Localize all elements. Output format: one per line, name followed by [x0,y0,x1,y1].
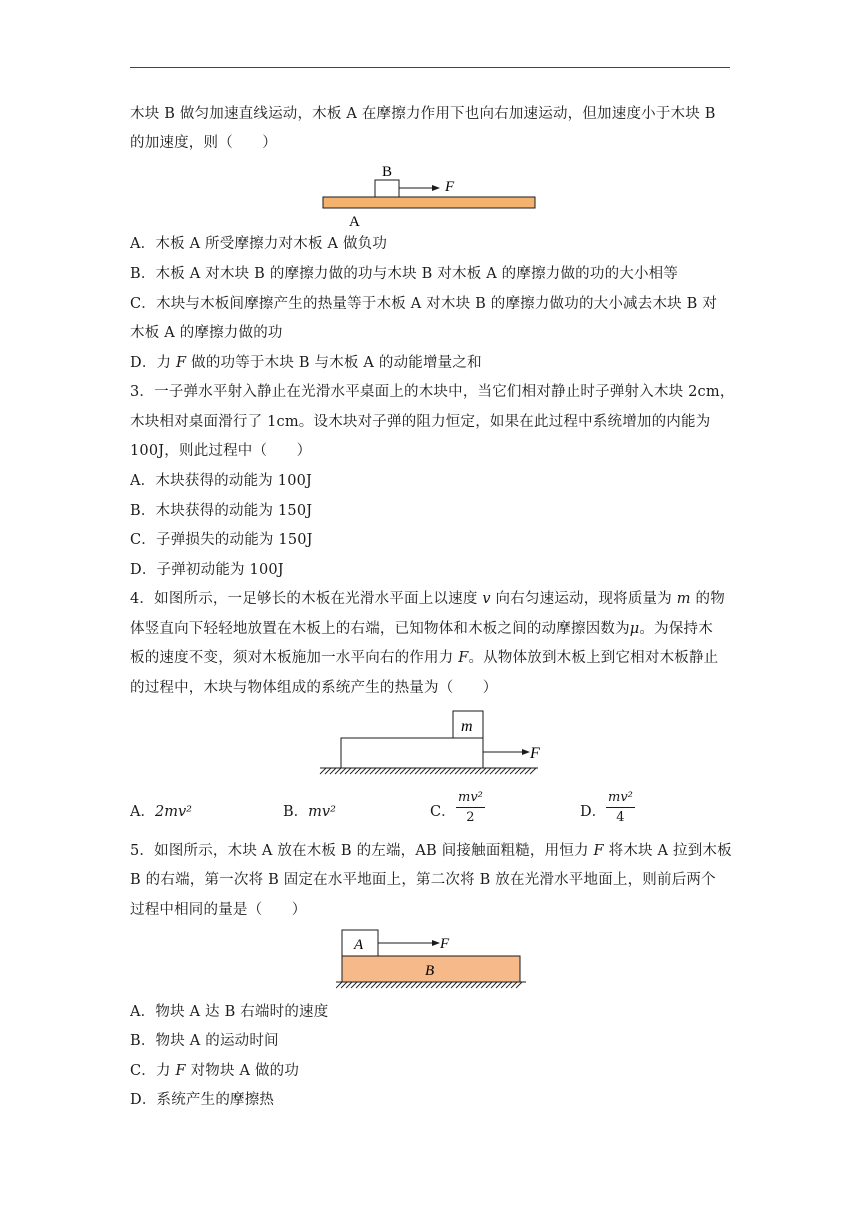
q2-figure [318,160,543,232]
q3-option-c: C．子弹损失的动能为 150J [130,532,313,548]
q4-stem-line-2: 体竖直向下轻轻地放置在木板上的右端，已知物体和木板之间的动摩擦因数为μ。为保持木 [130,621,713,637]
q5-stem-line-3: 过程中相同的量是（ ） [130,902,307,918]
hatch-mark [416,982,422,988]
hatch-mark [335,768,341,774]
hatch-mark [325,768,331,774]
q2-block-b [375,180,399,197]
q2-option-c-line-2: 木板 A 的摩擦力做的功 [130,325,283,341]
q4-label-f: F [530,745,540,762]
hatch-mark [471,982,477,988]
q5-stem-line-1: 5．如图所示，木块 A 放在木板 B 的左端，AB 间接触面粗糙，用恒力 F 将木块 A 拉到木板 [130,843,732,859]
hatch-mark [340,768,346,774]
hatch-mark [435,768,441,774]
q4-label-m: m [461,718,473,735]
hatch-mark [480,768,486,774]
hatch-mark [445,768,451,774]
hatch-mark [450,768,456,774]
hatch-mark [430,768,436,774]
hatch-mark [415,768,421,774]
q4-option-c-label: C． [430,804,456,820]
q2-option-c-line-1: C．木块与木板间摩擦产生的热量等于木板 A 对木块 B 的摩擦力做功的大小减去木块 B 对 [130,296,718,312]
q2-option-b: B．木板 A 对木块 B 的摩擦力做的功与木块 B 对木板 A 的摩擦力做的功的大小相等 [130,266,679,282]
hatch-mark [365,768,371,774]
hatch-mark [395,768,401,774]
q3-option-d: D．子弹初动能为 100J [130,562,284,578]
q4-ground-hatch [320,768,536,774]
hatch-mark [345,768,351,774]
q5-ground-hatch [336,982,522,988]
hatch-mark [426,982,432,988]
hatch-mark [421,982,427,988]
hatch-mark [411,982,417,988]
q5-option-a: A．物块 A 达 B 右端时的速度 [130,1004,329,1020]
hatch-mark [356,982,362,988]
q2-label-a: A [349,214,360,230]
hatch-mark [375,768,381,774]
hatch-mark [441,982,447,988]
q5-option-d: D．系统产生的摩擦热 [130,1092,275,1108]
hatch-mark [406,982,412,988]
hatch-mark [515,768,521,774]
hatch-mark [425,768,431,774]
q3-stem-line-1: 3．一子弹水平射入静止在光滑水平桌面上的木块中，当它们相对静止时子弹射入木块 2cm， [130,384,735,400]
q5-option-c: C．力 F 对物块 A 做的功 [130,1063,300,1079]
hatch-mark [511,982,517,988]
q5-figure [336,926,532,992]
hatch-mark [361,982,367,988]
hatch-mark [496,982,502,988]
hatch-mark [351,982,357,988]
q4-stem-line-4: 的过程中，木块与物体组成的系统产生的热量为（ ） [130,680,498,696]
hatch-mark [510,768,516,774]
header-rule [130,67,730,68]
hatch-mark [455,768,461,774]
hatch-mark [476,982,482,988]
q2-board-a [323,197,535,208]
hatch-mark [460,768,466,774]
hatch-mark [431,982,437,988]
q5-label-a: A [354,937,364,953]
hatch-mark [320,768,326,774]
hatch-mark [520,768,526,774]
q4-stem-line-1: 4．如图所示，一足够长的木板在光滑水平面上以速度 v 向右匀速运动，现将质量为 m 的物 [130,591,725,607]
hatch-mark [530,768,536,774]
hatch-mark [341,982,347,988]
hatch-mark [500,768,506,774]
hatch-mark [396,982,402,988]
hatch-mark [490,768,496,774]
q2-option-a: A．木板 A 所受摩擦力对木板 A 做负功 [130,236,388,252]
hatch-mark [505,768,511,774]
hatch-mark [486,982,492,988]
hatch-mark [366,982,372,988]
hatch-mark [380,768,386,774]
q4-option-d-label: D． [580,804,607,820]
q5-label-f: F [440,936,450,952]
hatch-mark [501,982,507,988]
q4-option-d-fraction: mv² 4 [608,790,633,825]
hatch-mark [346,982,352,988]
q2-stem-line-1: 木块 B 做匀加速直线运动，木板 A 在摩擦力作用下也向右加速运动，但加速度小于木块 B [130,106,716,122]
hatch-mark [470,768,476,774]
hatch-mark [330,768,336,774]
hatch-mark [440,768,446,774]
hatch-mark [475,768,481,774]
q4-figure [316,708,548,776]
hatch-mark [481,982,487,988]
hatch-mark [390,768,396,774]
hatch-mark [456,982,462,988]
q4-board [341,738,483,768]
hatch-mark [386,982,392,988]
hatch-mark [355,768,361,774]
hatch-mark [391,982,397,988]
hatch-mark [370,768,376,774]
hatch-mark [485,768,491,774]
hatch-mark [446,982,452,988]
hatch-mark [360,768,366,774]
hatch-mark [465,768,471,774]
hatch-mark [516,982,522,988]
hatch-mark [405,768,411,774]
q3-option-b: B．木块获得的动能为 150J [130,503,313,519]
q4-option-b: B．mv² [283,804,336,820]
q3-stem-line-3: 100J，则此过程中（ ） [130,443,312,459]
q2-label-f: F [445,179,455,195]
hatch-mark [376,982,382,988]
hatch-mark [451,982,457,988]
hatch-mark [436,982,442,988]
hatch-mark [466,982,472,988]
hatch-mark [401,982,407,988]
hatch-mark [350,768,356,774]
hatch-mark [385,768,391,774]
q3-stem-line-2: 木块相对桌面滑行了 1cm。设木块对子弹的阻力恒定，如果在此过程中系统增加的内能为 [130,414,711,430]
hatch-mark [420,768,426,774]
hatch-mark [371,982,377,988]
hatch-mark [381,982,387,988]
q2-label-b: B [382,164,393,180]
hatch-mark [491,982,497,988]
q4-option-a: A．2mv² [130,804,192,820]
hatch-mark [461,982,467,988]
hatch-mark [525,768,531,774]
q5-stem-line-2: B 的右端，第一次将 B 固定在水平地面上，第二次将 B 放在光滑水平地面上，则前后两个 [130,872,716,888]
q4-option-c-fraction: mv² 2 [458,790,483,825]
q5-label-b: B [425,963,435,979]
hatch-mark [506,982,512,988]
q3-option-a: A．木块获得的动能为 100J [130,473,313,489]
hatch-mark [495,768,501,774]
q2-stem-line-2: 的加速度，则（ ） [130,135,277,151]
hatch-mark [336,982,342,988]
q5-option-b: B．物块 A 的运动时间 [130,1033,279,1049]
hatch-mark [410,768,416,774]
q4-stem-line-3: 板的速度不变，须对木板施加一水平向右的作用力 F。从物体放到木板上到它相对木板静止 [130,650,719,666]
hatch-mark [400,768,406,774]
q2-option-d: D．力 F 做的功等于木块 B 与木板 A 的动能增量之和 [130,355,482,371]
